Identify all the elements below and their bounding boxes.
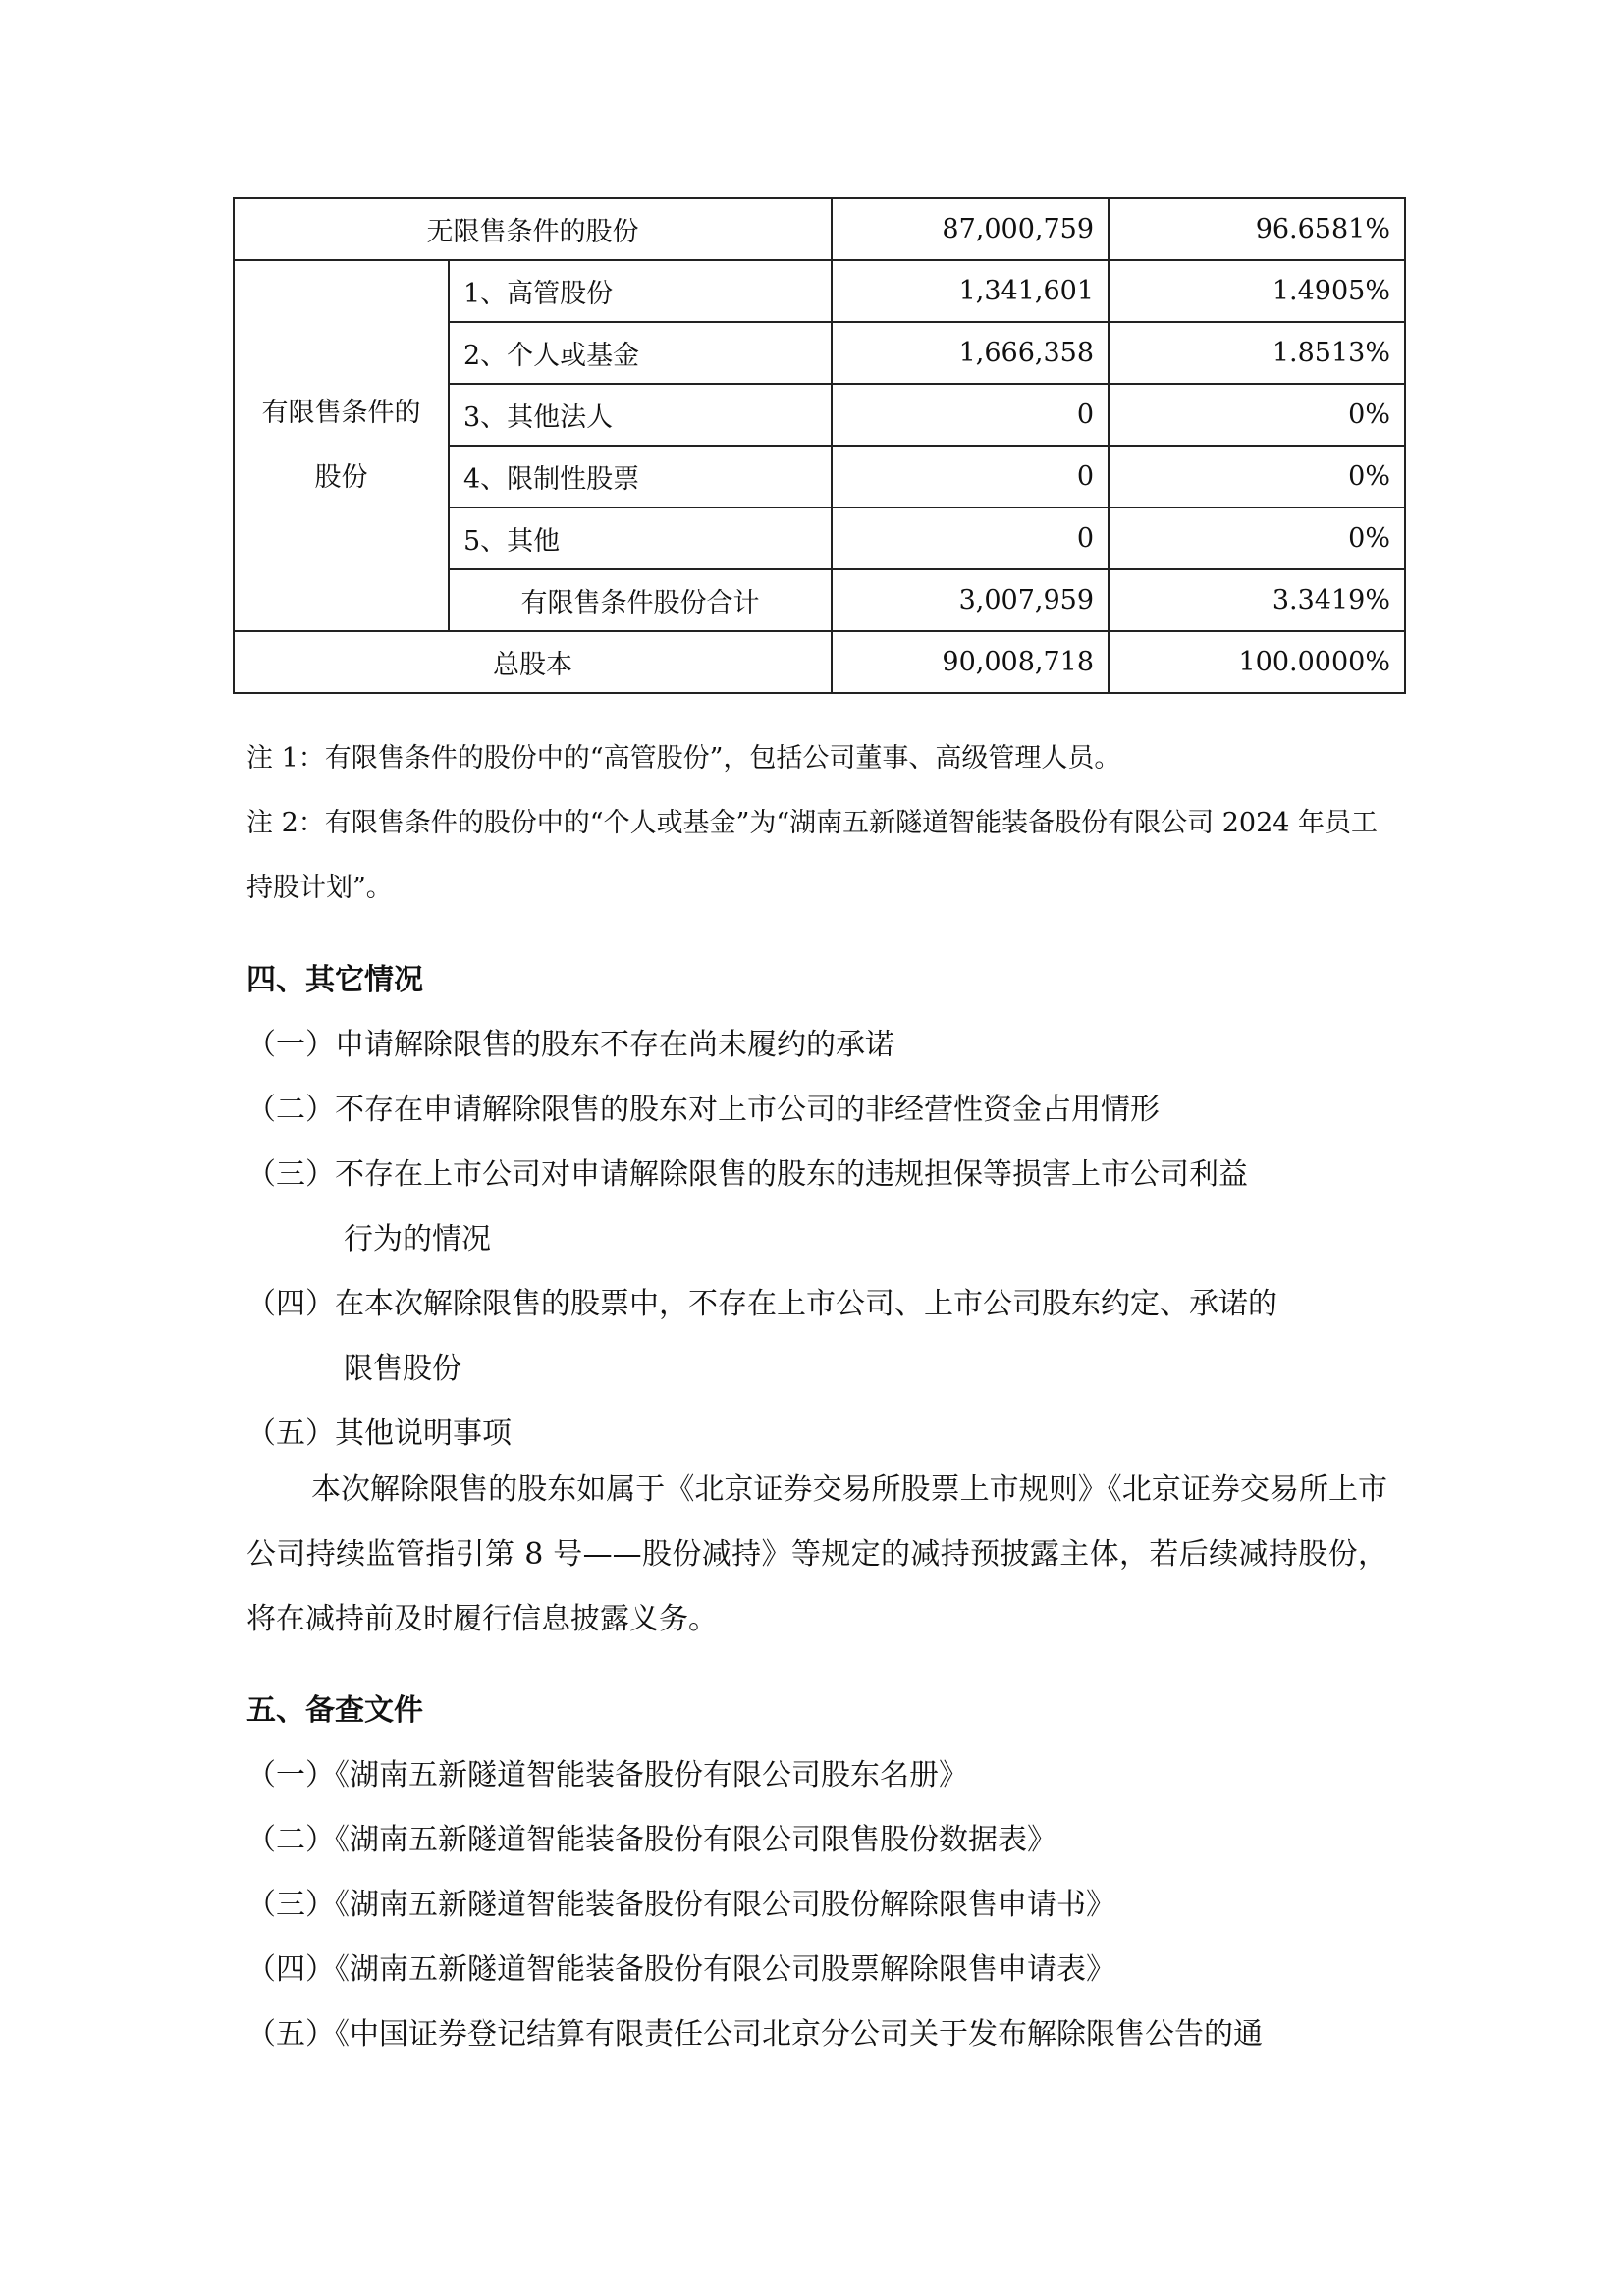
reference-doc-3: （三）《湖南五新隧道智能装备股份有限公司股份解除限售申请书》 (246, 1888, 1115, 1922)
section-5-heading: 五、备查文件 (246, 1693, 423, 1728)
reference-doc-2: （二）《湖南五新隧道智能装备股份有限公司限售股份数据表》 (246, 1823, 1056, 1857)
unrestricted-pct: 96.6581% (1109, 198, 1405, 260)
section-4-item-3: （三）不存在上市公司对申请解除限售的股东的违规担保等损害上市公司利益 (246, 1157, 1248, 1192)
total-shares: 90,008,718 (832, 631, 1109, 693)
restricted-total-label: 有限售条件股份合计 (449, 569, 832, 631)
row-pct: 0% (1109, 446, 1405, 507)
section-4-item-1: （一）申请解除限售的股东不存在尚未履约的承诺 (246, 1028, 894, 1062)
row-label: 4、限制性股票 (449, 446, 832, 507)
section-4-item-5: （五）其他说明事项 (246, 1416, 512, 1451)
section-4-item-4: （四）在本次解除限售的股票中，不存在上市公司、上市公司股东约定、承诺的 (246, 1287, 1277, 1321)
table-row (234, 631, 1405, 693)
row-pct: 0% (1109, 384, 1405, 446)
table-row (234, 260, 1405, 322)
row-shares: 0 (832, 446, 1109, 507)
section-4-item-4-continued: 限售股份 (344, 1352, 461, 1386)
reference-doc-4: （四）《湖南五新隧道智能装备股份有限公司股票解除限售申请表》 (246, 1952, 1115, 1987)
row-label: 5、其他 (449, 507, 832, 569)
section-4-heading: 四、其它情况 (246, 963, 423, 997)
table-row (234, 198, 1405, 260)
note-2: 注 2：有限售条件的股份中的“个人或基金”为“湖南五新隧道智能装备股份有限公司 2024 年员工持股计划”。 (246, 808, 1379, 903)
restricted-total-shares: 3,007,959 (832, 569, 1109, 631)
share-structure-table (233, 197, 1406, 694)
restricted-group-label (234, 260, 449, 631)
row-label: 2、个人或基金 (449, 322, 832, 384)
row-shares: 1,666,358 (832, 322, 1109, 384)
row-pct: 0% (1109, 507, 1405, 569)
restricted-group-line2: 股份 (314, 462, 368, 493)
reference-doc-5: （五）《中国证券登记结算有限责任公司北京分公司关于发布解除限售公告的通 (246, 2017, 1263, 2052)
note-1: 注 1：有限售条件的股份中的“高管股份”，包括公司董事、高级管理人员。 (246, 743, 1121, 774)
row-shares: 0 (832, 507, 1109, 569)
row-shares: 0 (832, 384, 1109, 446)
row-label: 1、高管股份 (449, 260, 832, 322)
row-label: 3、其他法人 (449, 384, 832, 446)
restricted-group-line1: 有限售条件的 (261, 398, 421, 428)
unrestricted-shares: 87,000,759 (832, 198, 1109, 260)
row-pct: 1.8513% (1109, 322, 1405, 384)
row-pct: 1.4905% (1109, 260, 1405, 322)
row-shares: 1,341,601 (832, 260, 1109, 322)
restricted-total-pct: 3.3419% (1109, 569, 1405, 631)
total-label: 总股本 (234, 631, 832, 693)
reference-doc-1: （一）《湖南五新隧道智能装备股份有限公司股东名册》 (246, 1758, 968, 1792)
section-4-paragraph: 本次解除限售的股东如属于《北京证券交易所股票上市规则》《北京证券交易所上市公司持续监管指引第 8 号——股份减持》等规定的减持预披露主体，若后续减持股份，将在减持前及时履行信息披露义务。 (246, 1472, 1387, 1636)
section-4-item-2: （二）不存在申请解除限售的股东对上市公司的非经营性资金占用情形 (246, 1093, 1160, 1127)
section-4-item-3-continued: 行为的情况 (344, 1222, 491, 1256)
unrestricted-label: 无限售条件的股份 (234, 198, 832, 260)
total-pct: 100.0000% (1109, 631, 1405, 693)
